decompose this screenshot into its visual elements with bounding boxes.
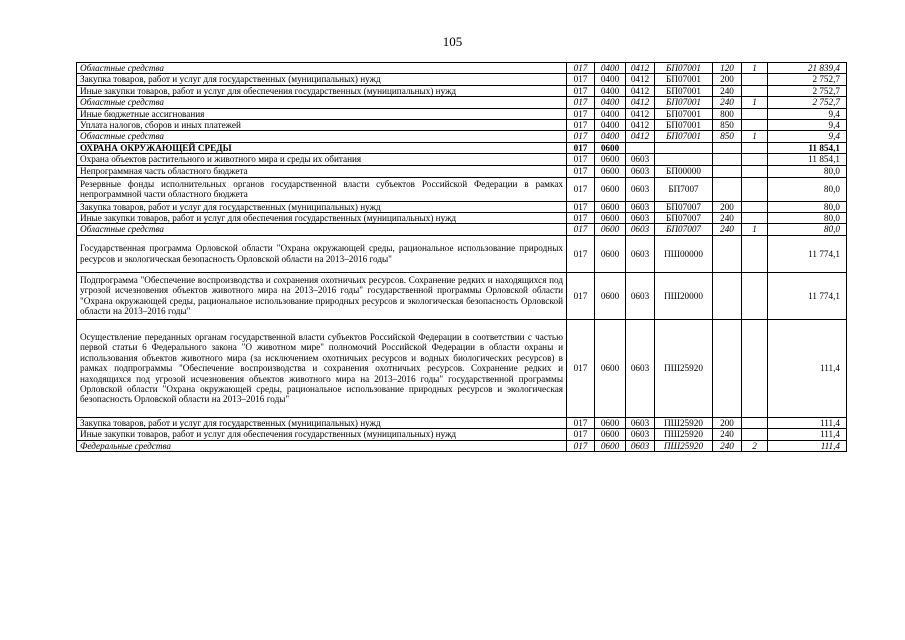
row-sum-cell: 111,4 [768,319,847,417]
row-rz-cell: 0600 [595,272,626,319]
row-gr-cell: 017 [567,272,595,319]
row-vr-cell [713,154,742,165]
row-src-cell [742,177,768,201]
table-row [77,417,847,428]
row-src-cell: 1 [742,131,768,142]
row-src-cell [742,165,768,177]
table-row [77,440,847,451]
row-sum-cell: 9,4 [768,131,847,142]
row-sum-cell: 111,4 [768,429,847,440]
row-vr-cell: 200 [713,74,742,85]
row-sum-cell: 80,0 [768,213,847,224]
row-vr-cell: 240 [713,97,742,108]
row-pr-cell: 0603 [626,417,655,428]
row-src-cell: 1 [742,63,768,74]
row-name-cell: Охрана объектов растительного и животного мира и среды их обитания [77,154,567,165]
row-name-cell: Областные средства [77,224,567,235]
row-rz-cell: 0600 [595,235,626,272]
table-row [77,142,847,153]
row-cs-cell [655,154,713,165]
row-name-cell: Федеральные средства [77,440,567,451]
row-vr-cell [713,272,742,319]
row-rz-cell: 0400 [595,108,626,119]
table-row [77,165,847,177]
row-name-cell: Областные средства [77,131,567,142]
page-number: 105 [442,34,463,49]
row-src-cell: 1 [742,224,768,235]
row-vr-cell: 850 [713,131,742,142]
row-cs-cell: БП07001 [655,108,713,119]
row-sum-cell: 80,0 [768,201,847,212]
row-src-cell [742,319,768,417]
row-gr-cell: 017 [567,97,595,108]
row-sum-cell: 111,4 [768,440,847,451]
row-pr-cell: 0412 [626,63,655,74]
table-row [77,74,847,85]
row-sum-cell: 2 752,7 [768,85,847,96]
row-vr-cell [713,235,742,272]
row-pr-cell: 0603 [626,319,655,417]
row-name-cell: Областные средства [77,63,567,74]
table-row [77,429,847,440]
row-pr-cell: 0603 [626,272,655,319]
row-name-cell: Закупка товаров, работ и услуг для государственных (муниципальных) нужд [77,74,567,85]
row-vr-cell [713,177,742,201]
table-row [77,272,847,319]
row-cs-cell: ПШ20000 [655,272,713,319]
budget-table-container [76,62,846,452]
table-row [77,235,847,272]
row-vr-cell: 200 [713,201,742,212]
row-gr-cell: 017 [567,224,595,235]
row-gr-cell: 017 [567,213,595,224]
table-row [77,154,847,165]
row-pr-cell: 0412 [626,74,655,85]
row-sum-cell: 11 854,1 [768,142,847,153]
row-cs-cell: БП00000 [655,165,713,177]
row-src-cell [742,201,768,212]
row-cs-cell: БП07007 [655,224,713,235]
row-src-cell [742,272,768,319]
row-gr-cell: 017 [567,63,595,74]
row-name-cell: Иные бюджетные ассигнования [77,108,567,119]
row-sum-cell: 80,0 [768,165,847,177]
row-rz-cell: 0600 [595,417,626,428]
row-pr-cell: 0603 [626,201,655,212]
row-vr-cell: 850 [713,120,742,131]
row-pr-cell: 0603 [626,213,655,224]
row-cs-cell: БП07001 [655,120,713,131]
row-src-cell: 2 [742,440,768,451]
row-gr-cell: 017 [567,165,595,177]
row-cs-cell: БП07001 [655,63,713,74]
row-name-cell: Уплата налогов, сборов и иных платежей [77,120,567,131]
row-name-cell: Областные средства [77,97,567,108]
row-rz-cell: 0600 [595,154,626,165]
row-cs-cell: ПШ25920 [655,440,713,451]
row-cs-cell: ПШ25920 [655,417,713,428]
row-rz-cell: 0600 [595,142,626,153]
row-pr-cell [626,142,655,153]
row-vr-cell [713,142,742,153]
row-src-cell [742,120,768,131]
row-gr-cell: 017 [567,201,595,212]
row-vr-cell: 240 [713,213,742,224]
row-pr-cell: 0603 [626,177,655,201]
row-rz-cell: 0400 [595,97,626,108]
row-gr-cell: 017 [567,131,595,142]
row-gr-cell: 017 [567,108,595,119]
row-cs-cell: БП07001 [655,74,713,85]
row-src-cell [742,108,768,119]
row-pr-cell: 0412 [626,108,655,119]
row-pr-cell: 0412 [626,97,655,108]
row-cs-cell: БП07007 [655,201,713,212]
row-gr-cell: 017 [567,154,595,165]
row-pr-cell: 0603 [626,154,655,165]
row-vr-cell: 240 [713,429,742,440]
row-pr-cell: 0603 [626,440,655,451]
row-rz-cell: 0600 [595,224,626,235]
row-sum-cell: 2 752,7 [768,74,847,85]
row-vr-cell: 240 [713,85,742,96]
table-row [77,319,847,417]
row-sum-cell: 11 774,1 [768,235,847,272]
row-src-cell [742,429,768,440]
row-vr-cell [713,319,742,417]
table-row [77,63,847,74]
row-cs-cell: БП07001 [655,97,713,108]
table-body [77,63,847,452]
row-cs-cell [655,142,713,153]
table-row [77,85,847,96]
row-gr-cell: 017 [567,429,595,440]
row-sum-cell: 2 752,7 [768,97,847,108]
row-pr-cell: 0412 [626,131,655,142]
row-pr-cell: 0412 [626,120,655,131]
table-row [77,213,847,224]
table-row [77,177,847,201]
row-vr-cell: 240 [713,224,742,235]
row-pr-cell: 0603 [626,224,655,235]
row-cs-cell: БП07001 [655,131,713,142]
row-src-cell [742,74,768,85]
row-cs-cell: ПШ00000 [655,235,713,272]
row-name-cell: Осуществление переданных органам государственной власти субъектов Российской Федерации в соответствии с частью первой статьи 6 Федерального закона "О животном мире" полномочий Российской Федерации в области охраны и использования объектов животного мира (за исключением охотничьих ресурсов и водных биологических ресурсов) в рамках подпрограммы "Обеспечение воспроизводства и сохранения охотничьих ресурсов. Сохранение редких и находящихся под угрозой исчезновения объектов животного мира на 2013–2016 годы" государственной программы Орловской области "Охрана окружающей среды, рациональное использование природных ресурсов и экологическая безопасность Орловской области на 2013–2016 годы" [77,319,567,417]
row-name-cell: Государственная программа Орловской области "Охрана окружающей среды, рациональное использование природных ресурсов и экологическая безопасность Орловской области на 2013–2016 годы" [77,235,567,272]
row-vr-cell: 240 [713,440,742,451]
row-rz-cell: 0600 [595,213,626,224]
row-gr-cell: 017 [567,177,595,201]
row-sum-cell: 21 839,4 [768,63,847,74]
row-vr-cell: 120 [713,63,742,74]
row-rz-cell: 0600 [595,429,626,440]
row-gr-cell: 017 [567,74,595,85]
row-rz-cell: 0400 [595,85,626,96]
row-pr-cell: 0603 [626,235,655,272]
row-name-cell: Иные закупки товаров, работ и услуг для обеспечения государственных (муниципальных) нужд [77,429,567,440]
row-sum-cell: 11 774,1 [768,272,847,319]
row-src-cell [742,142,768,153]
row-gr-cell: 017 [567,440,595,451]
row-cs-cell: ПШ25920 [655,319,713,417]
table-row [77,108,847,119]
row-name-cell: ОХРАНА ОКРУЖАЮЩЕЙ СРЕДЫ [77,142,567,153]
row-vr-cell [713,165,742,177]
row-cs-cell: ПШ25920 [655,429,713,440]
budget-table [76,62,847,452]
row-pr-cell: 0412 [626,85,655,96]
row-rz-cell: 0400 [595,120,626,131]
row-rz-cell: 0400 [595,63,626,74]
row-sum-cell: 80,0 [768,224,847,235]
row-name-cell: Закупка товаров, работ и услуг для государственных (муниципальных) нужд [77,417,567,428]
row-sum-cell: 11 854,1 [768,154,847,165]
row-gr-cell: 017 [567,235,595,272]
row-gr-cell: 017 [567,85,595,96]
row-sum-cell: 80,0 [768,177,847,201]
row-name-cell: Закупка товаров, работ и услуг для государственных (муниципальных) нужд [77,201,567,212]
row-rz-cell: 0600 [595,177,626,201]
row-src-cell [742,417,768,428]
row-vr-cell: 200 [713,417,742,428]
row-sum-cell: 9,4 [768,120,847,131]
row-name-cell: Непрограммная часть областного бюджета [77,165,567,177]
row-gr-cell: 017 [567,417,595,428]
row-rz-cell: 0600 [595,165,626,177]
row-src-cell [742,85,768,96]
table-row [77,201,847,212]
row-rz-cell: 0600 [595,319,626,417]
row-name-cell: Иные закупки товаров, работ и услуг для обеспечения государственных (муниципальных) нужд [77,85,567,96]
row-pr-cell: 0603 [626,429,655,440]
row-sum-cell: 9,4 [768,108,847,119]
row-cs-cell: БП7007 [655,177,713,201]
row-rz-cell: 0400 [595,131,626,142]
row-name-cell: Резервные фонды исполнительных органов государственной власти субъектов Российской Федерации в рамках непрограммной части областного бюджета [77,177,567,201]
row-rz-cell: 0600 [595,201,626,212]
row-vr-cell: 800 [713,108,742,119]
row-src-cell [742,213,768,224]
row-pr-cell: 0603 [626,165,655,177]
table-row [77,224,847,235]
row-src-cell: 1 [742,97,768,108]
row-sum-cell: 111,4 [768,417,847,428]
row-rz-cell: 0600 [595,440,626,451]
row-src-cell [742,154,768,165]
row-name-cell: Подпрограмма "Обеспечение воспроизводства и сохранения охотничьих ресурсов. Сохранение редких и находящихся под угрозой исчезновения объектов животного мира на 2013–2016 годы" государственной программы Орловской области "Охрана окружающей среды, рациональное использование природных ресурсов и экологическая безопасность Орловской области на 2013–2016 годы" [77,272,567,319]
row-src-cell [742,235,768,272]
row-cs-cell: БП07001 [655,85,713,96]
row-name-cell: Иные закупки товаров, работ и услуг для обеспечения государственных (муниципальных) нужд [77,213,567,224]
table-row [77,131,847,142]
table-row [77,120,847,131]
row-gr-cell: 017 [567,319,595,417]
row-rz-cell: 0400 [595,74,626,85]
row-gr-cell: 017 [567,120,595,131]
row-cs-cell: БП07007 [655,213,713,224]
table-row [77,97,847,108]
row-gr-cell: 017 [567,142,595,153]
